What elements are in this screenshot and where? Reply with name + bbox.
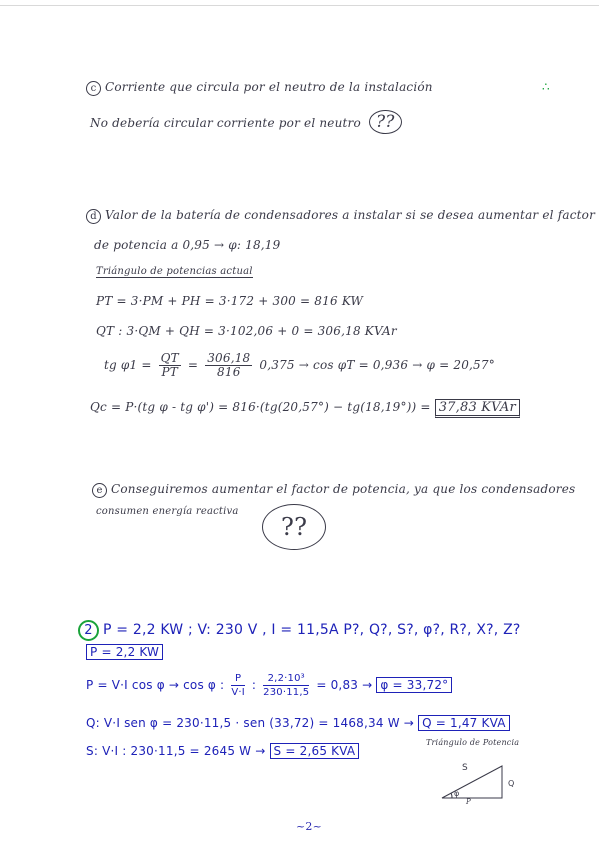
power-triangle-diagram [438,752,548,804]
frac-phi-values: $\frac{\text{2,2·10³}}{230\cdot 11,5}$ [263,673,310,698]
frac-p-vi: $\frac{P}{V\cdot I}$ [231,673,245,698]
section-c-question: c Corriente que circula por el neutro de la instalación [86,80,433,96]
section-e-line-1: e Conseguiremos aumentar el factor de potencia, ya que los condensadores [92,482,575,498]
section-2-phi: P = V·I cos φ → cos φ : $\frac{P}{V\cdot I}$ : $\frac{\text{2,2·10³}}{230\cdot 11,5}$ = 0,83 → φ = 33,72° [86,672,452,699]
section-d-question-1: d Valor de la batería de condensadores a instalar si se desea aumentar el factor [86,208,595,224]
page-number: ~2~ [296,820,323,833]
section-d-tg: tg φ1 = $\frac{QT}{PT}$ = $\frac{306,18}{816}$ 0,375 → cos φT = 0,936 → φ = 20,57° [104,351,495,379]
section-c-marks: ?? [369,110,402,134]
triangle-label-phi: φ [454,789,460,798]
section-d-pt: PT = 3·PM + PH = 3·172 + 300 = 816 KW [96,294,364,308]
section-2-s: S: V·I : 230·11,5 = 2645 W → S = 2,65 KVA [86,744,359,758]
section-2-header: 2 P = 2,2 KW ; V: 230 V , I = 11,5A P?, Q?, S?, φ?, R?, X?, Z? [78,620,521,641]
section-e-marks: ?? [262,504,326,550]
frac-values: $\frac{306,18}{816}$ [207,351,251,379]
section-c-corner-mark: ∴ [542,80,550,94]
section-d-subtitle: Triángulo de potencias actual [96,266,253,277]
phi-angle-arc [451,793,452,798]
section-e-letter: e [92,483,107,498]
section-2-phi-result: φ = 33,72° [376,677,452,693]
section-d-letter: d [86,209,101,224]
top-rule [0,5,599,6]
triangle-label-p: P [466,798,471,806]
section-d-qc-result: 37,83 KVAr [435,399,520,418]
triangle-label-q: Q [508,779,515,788]
section-2-q: Q: V·I sen φ = 230·11,5 · sen (33,72) = 1468,34 W → Q = 1,47 KVA [86,716,510,730]
section-2-q-result: Q = 1,47 KVA [418,715,510,731]
section-e-line-2: consumen energía reactiva [96,506,239,517]
section-c-answer: No debería circular corriente por el neutro ?? [90,110,402,134]
triangle-label-s: S [462,763,468,773]
section-c-letter: c [86,81,101,96]
section-2-boxed-p: P = 2,2 KW [86,644,163,660]
triangle-title: Triángulo de Potencia [426,738,520,747]
section-2-s-result: S = 2,65 KVA [270,743,360,759]
section-d-question-2: de potencia a 0,95 → φ: 18,19 [94,238,281,252]
section-d-qt: QT : 3·QM + QH = 3·102,06 + 0 = 306,18 KVAr [96,324,397,338]
section-2-number: 2 [78,620,99,641]
frac-qt-pt: $\frac{QT}{PT}$ [160,351,179,379]
section-d-qc: Qc = P·(tg φ - tg φ') = 816·(tg(20,57°) − tg(18,19°)) = 37,83 KVAr [90,400,520,415]
